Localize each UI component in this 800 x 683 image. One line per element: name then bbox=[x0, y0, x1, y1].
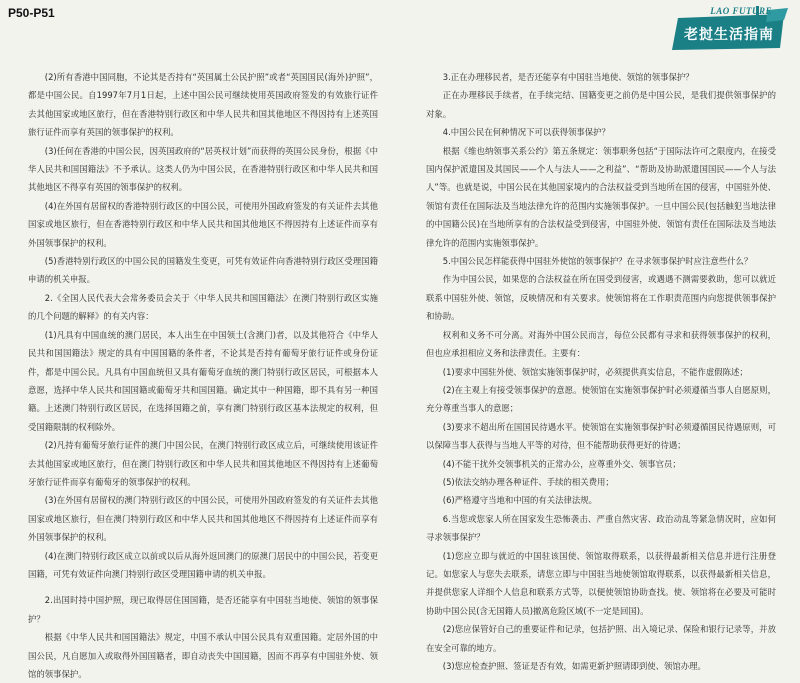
paragraph: (5)香港特别行政区的中国公民的国籍发生变更，可凭有效证件向香港特别行政区受理国籍申请的机关申报。 bbox=[28, 256, 378, 285]
brand-english: LAO FUTURE bbox=[710, 6, 772, 16]
paragraph: 权利和义务不可分离。对海外中国公民而言，每位公民都有寻求和获得领事保护的权利，但也应承担相应义务和法律责任。主要有： bbox=[426, 329, 776, 359]
header-logo bbox=[672, 4, 790, 52]
paragraph: 正在办理移民手续者，在手续完结、国籍变更之前仍是中国公民，是我们提供领事保护的对象。 bbox=[426, 90, 776, 119]
right-column bbox=[426, 68, 776, 675]
paragraph: (2)凡持有葡萄牙旅行证件的澳门中国公民，在澳门特别行政区成立后，可继续使用该证件去其他国家或地区旅行，但在澳门特别行政区和中华人民共和国其他地区不得因持有上述葡萄牙旅行证件而享有葡萄牙的领事保护的权利。 bbox=[28, 440, 378, 487]
paragraph: 根据《维也纳领事关系公约》第五条规定：领事职务包括“于国际法许可之限度内，在接受国内保护派遣国及其国民——个人与法人——之利益”、“帮助及协助派遣国国民——个人与法人”等。也就是说，中国公民在其他国家境内的合法权益受到当地所在国的侵害，中国驻外使、领馆有责任在国际法及当地法律允许的范围内实施领事保护。一旦中国公民(包括触犯当地法律的中国籍公民)在当地所享有的合法权益受到侵害，中国驻外使、领馆有责任在国际法及当地法律允许的范围内实施领事保护。 bbox=[426, 145, 776, 248]
paragraph: (2)所有香港中国同胞，不论其是否持有“英国属土公民护照”或者“英国国民(海外)护照”，都是中国公民。自1997年7月1日起，上述中国公民可继续使用英国政府签发的有效旅行证件去其他国家或地区旅行，但在香港特别行政区和中华人民共和国其他地区不得因持有上述英国旅行证件而享有英国的领事保护的权利。 bbox=[28, 72, 378, 138]
page-number-label: P50-P51 bbox=[8, 6, 55, 20]
list-item: (1)您应立即与就近的中国驻该国使、领馆取得联系，以获得最新相关信息并进行注册登记。如您家人与您失去联系，请您立即与中国驻当地使领馆取得联系，以获得最新相关信息，并提供您家人详细个人信息和联系方式等，以便使领馆协助查找。使、领馆将在必要及可能时协助中国公民(含无国籍人员)撤离危险区域(不一定是回国)。 bbox=[426, 550, 776, 616]
question-heading: 5.中国公民怎样能获得中国驻外使馆的领事保护？在寻求领事保护时应注意些什么？ bbox=[442, 256, 753, 267]
list-item: (4)不能干扰外交领事机关的正常办公，应尊重外交、领事官员； bbox=[442, 458, 681, 469]
paragraph: (3)在外国有居留权的澳门特别行政区的中国公民，可使用外国政府签发的有关证件去其他国家或地区旅行，但在澳门特别行政区和中华人民共和国其他地区不得因持有上述证件而享有外国领事保护的权利。 bbox=[28, 495, 378, 543]
question-heading: 6.当您或您家人所在国家发生恐怖袭击、严重自然灾害、政治动乱等紧急情况时，应如何寻求领事保护？ bbox=[426, 513, 776, 543]
paragraph: (3)任何在香港的中国公民，因英国政府的“居英权计划”而获得的英国公民身份，根据《中华人民共和国国籍法》不予承认。这类人仍为中国公民，在香港特别行政区和中华人民共和国其他地区不得享有英国的领事保护的权利。 bbox=[28, 145, 378, 193]
paragraph: 根据《中华人民共和国国籍法》规定，中国不承认中国公民具有双重国籍。定居外国的中国公民，凡自愿加入或取得外国国籍者，即自动丧失中国国籍，因而不再享有中国驻外使、领馆的领事保护。 bbox=[28, 632, 378, 679]
question-heading: 2.出国时持中国护照，现已取得居住国国籍，是否还能享有中国驻当地使、领馆的领事保护？ bbox=[28, 595, 378, 624]
brand-title: 老挝生活指南 bbox=[684, 27, 774, 43]
paragraph: (1)凡具有中国血统的澳门居民，本人出生在中国领土(含澳门)者，以及其他符合《中华人民共和国国籍法》规定的具有中国国籍的条件者，不论其是否持有葡萄牙旅行证件或身份证件，都是中国公民。凡具有中国血统但又具有葡萄牙血统的澳门特别行政区居民，可根据本人意愿，选择中华人民共和国国籍或葡萄牙共和国国籍。确定其中一种国籍，即不具有另一种国籍。上述澳门特别行政区居民，在选择国籍之前，享有澳门特别行政区基本法规定的权利，但受国籍限制的权利除外。 bbox=[28, 329, 378, 432]
left-column bbox=[28, 68, 378, 683]
list-item: (5)依法交纳办理各种证件、手续的相关费用； bbox=[442, 476, 614, 487]
list-item: (2)您应保管好自己的重要证件和记录，包括护照、出入境记录、保险和银行记录等，并放在安全可靠的地方。 bbox=[426, 624, 776, 653]
list-item: (1)要求中国驻外使、领馆实施领事保护时，必须提供真实信息，不能作虚假陈述； bbox=[442, 366, 748, 377]
paragraph: (4)在澳门特别行政区成立以前或以后从海外返回澳门的原澳门居民中的中国公民，若变更国籍，可凭有效证件向澳门特别行政区受理国籍申请的机关申报。 bbox=[28, 550, 378, 579]
list-item: (6)严格遵守当地和中国的有关法律法规。 bbox=[442, 495, 598, 506]
paragraph: (4)在外国有居留权的香港特别行政区的中国公民，可使用外国政府签发的有关证件去其他国家或地区旅行，但在香港特别行政区和中华人民共和国其他地区不得因持有上述证件而享有外国领事保护的权利。 bbox=[28, 200, 378, 248]
question-heading: 3.正在办理移民者，是否还能享有中国驻当地使、领馆的领事保护？ bbox=[442, 72, 694, 82]
list-item: (3)要求不超出所在国国民待遇水平。使领馆在实施领事保护时必须遵循国民待遇原则，可以保障当事人获得与当地人平等的对待，但不能帮助获得更好的待遇； bbox=[426, 421, 776, 451]
paragraph: 作为中国公民，如果您的合法权益在所在国受到侵害，或遇遇不测需要救助，您可以就近联系中国驻外使、领馆，反映情况和有关要求。使领馆将在工作职责范围内向您提供领事保护和协助。 bbox=[426, 274, 776, 322]
paragraph: 2.《全国人民代表大会常务委员会关于〈中华人民共和国国籍法〉在澳门特别行政区实施的几个问题的解释》的有关内容： bbox=[28, 292, 378, 322]
question-heading: 4.中国公民在何种情况下可以获得领事保护？ bbox=[442, 127, 610, 138]
list-item: (2)在主观上有接受领事保护的意愿。使领馆在实施领事保护时必须遵循当事人自愿原则，充分尊重当事人的意愿； bbox=[426, 384, 776, 414]
list-item: (3)您应检查护照、签证是否有效，如需更新护照请即到使、领馆办理。 bbox=[442, 661, 706, 671]
